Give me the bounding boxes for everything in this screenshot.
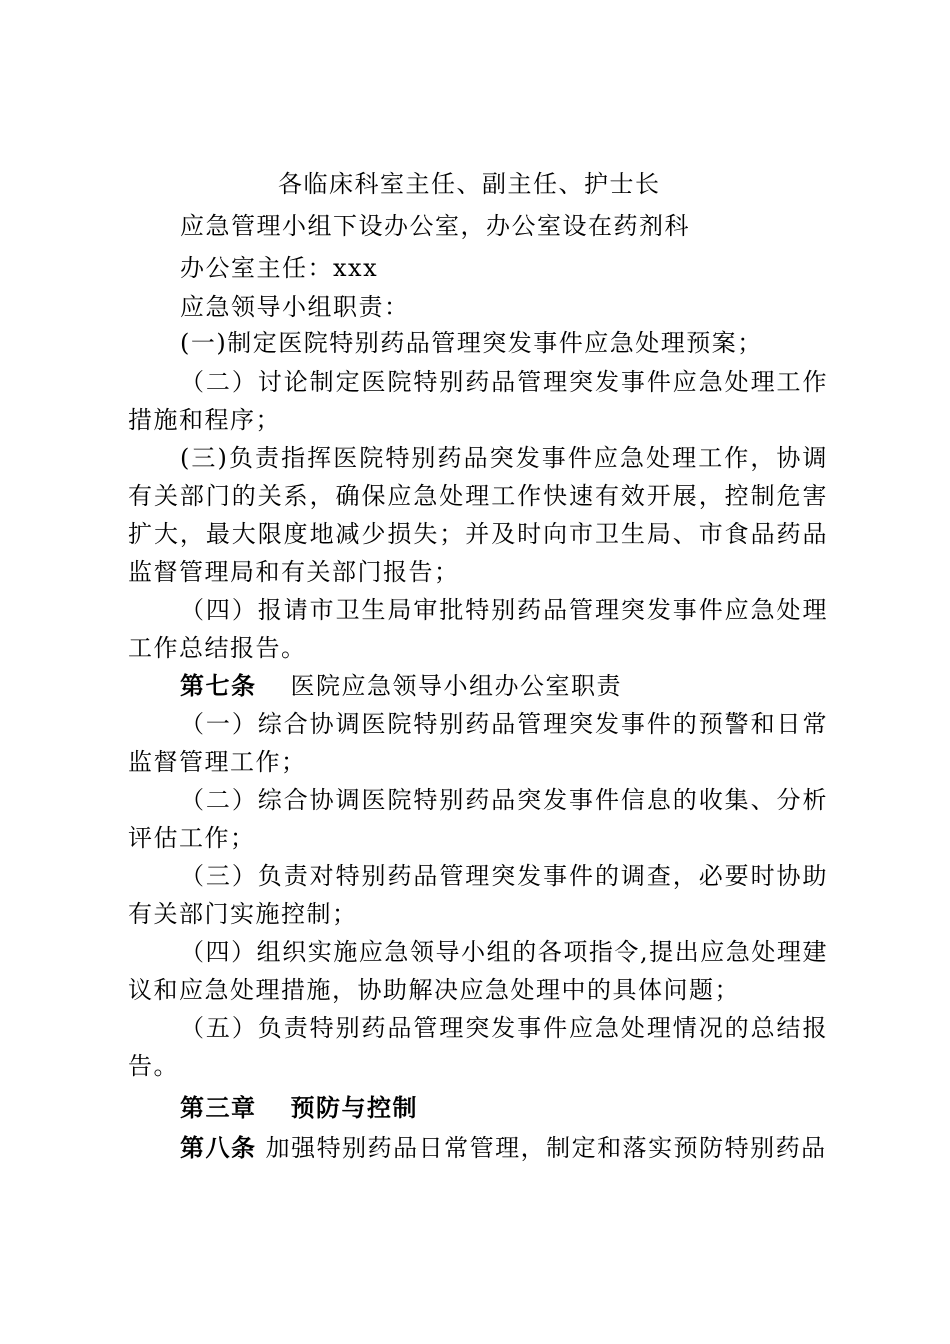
office-director-line: 办公室主任：xxx [180, 254, 379, 282]
chapter-3-label: 第三章 [180, 1093, 257, 1122]
chapter-3-heading [180, 1090, 828, 1126]
office-duty-5-line-1: （五）负责特别药品管理突发事件应急处理情况的总结报 [180, 1014, 828, 1042]
office-duty-4-line-1: （四）组织实施应急领导小组的各项指令,提出应急处理建 [180, 938, 828, 966]
office-duty-3-line-1: （三）负责对特别药品管理突发事件的调查，必要时协助 [180, 862, 828, 890]
article-7-heading [180, 668, 828, 704]
article-8-text: 加强特别药品日常管理，制定和落实预防特别药品 [265, 1134, 827, 1162]
leader-duty-3-line-1: (三)负责指挥医院特别药品突发事件应急处理工作，协调 [180, 444, 828, 472]
office-duty-4-line-2: 议和应急处理措施，协助解决应急处理中的具体问题； [128, 976, 740, 1004]
leader-duties-heading: 应急领导小组职责： [180, 293, 410, 321]
office-duty-3-line-2: 有关部门实施控制； [128, 900, 358, 928]
article-8-label: 第八条 [180, 1133, 257, 1162]
article-8-line [180, 1130, 828, 1166]
leader-duty-3-line-3: 扩大，最大限度地减少损失；并及时向市卫生局、市食品药品 [128, 520, 828, 548]
office-duty-1-line-1: （一）综合协调医院特别药品管理突发事件的预警和日常 [180, 710, 828, 738]
office-duty-5-line-2: 告。 [128, 1052, 179, 1080]
leader-duty-4-line-2: 工作总结报告。 [128, 634, 307, 662]
leader-duty-3-line-2: 有关部门的关系，确保应急处理工作快速有效开展，控制危害 [128, 482, 828, 510]
leader-duty-2-line-2: 措施和程序； [128, 406, 281, 434]
office-duty-1-line-2: 监督管理工作； [128, 748, 307, 776]
members-line: 各临床科室主任、副主任、护士长 [278, 170, 661, 198]
leader-duty-3-line-4: 监督管理局和有关部门报告； [128, 558, 460, 586]
article-7-label: 第七条 [180, 671, 257, 700]
leader-duty-2-line-1: （二）讨论制定医院特别药品管理突发事件应急处理工作 [180, 368, 828, 396]
leader-duty-1-line-1: (一)制定医院特别药品管理突发事件应急处理预案； [180, 329, 763, 357]
leader-duty-4-line-1: （四）报请市卫生局审批特别药品管理突发事件应急处理 [180, 596, 828, 624]
office-duty-2-line-2: 评估工作； [128, 824, 256, 852]
chapter-3-title: 预防与控制 [290, 1093, 418, 1122]
article-7-title: 医院应急领导小组办公室职责 [290, 672, 622, 700]
office-setup-line: 应急管理小组下设办公室，办公室设在药剂科 [180, 212, 690, 240]
office-duty-2-line-1: （二）综合协调医院特别药品突发事件信息的收集、分析 [180, 786, 828, 814]
